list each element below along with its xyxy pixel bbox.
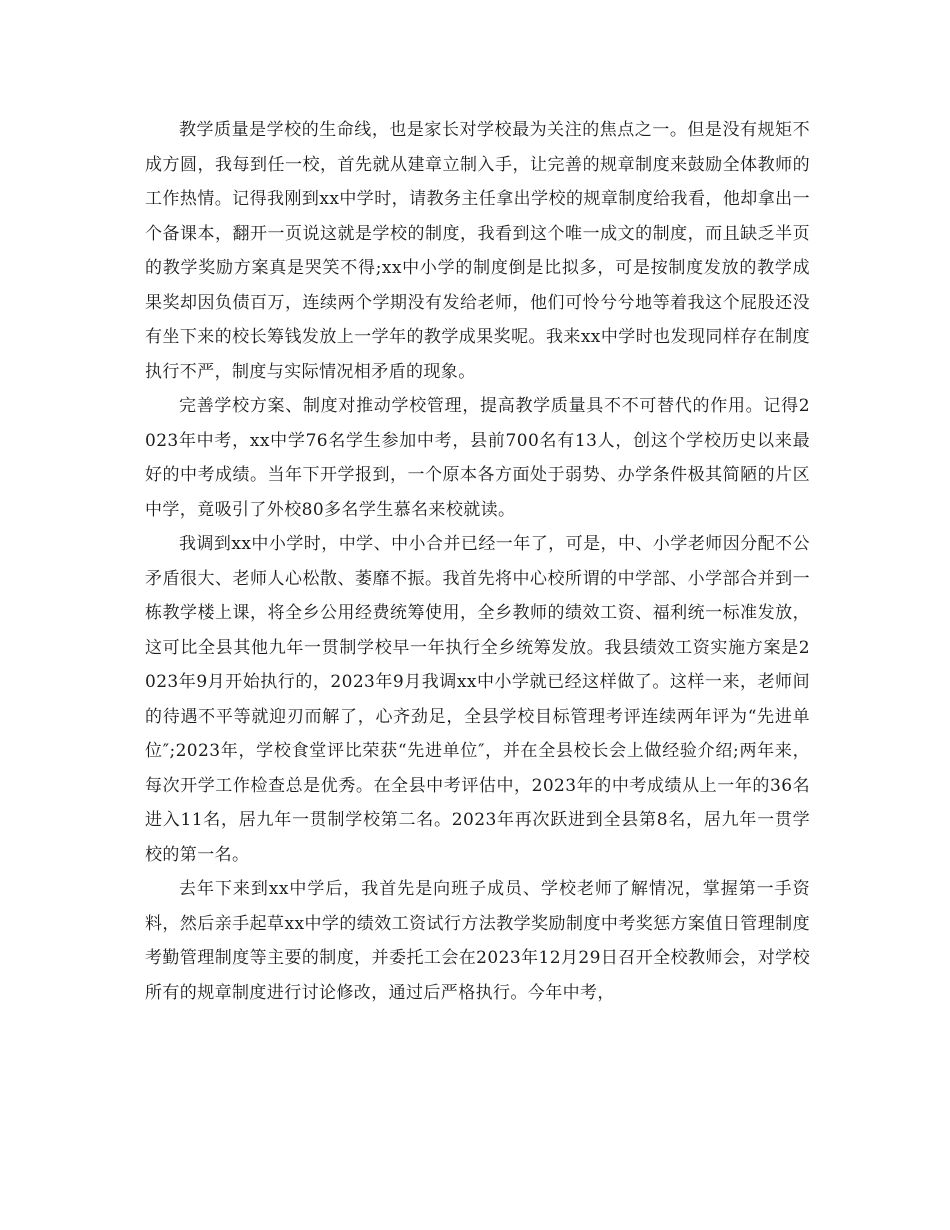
paragraph-3: 我调到xx中小学时，中学、中小合并已经一年了，可是，中、小学老师因分配不公矛盾很大、老师人心松散、萎靡不振。我首先将中心校所谓的中学部、小学部合并到一栋教学楼上课，将全乡公用经费统筹使用，全乡教师的绩效工资、福利统一标准发放，这可比全县其他九年一贯制学校早一年执行全乡统筹发放。我县绩效工资实施方案是2023年9月开始执行的，2023年9月我调xx中小学就已经这样做了。这样一来，老师间的待遇不平等就迎刃而解了，心齐劲足，全县学校目标管理考评连续两年评为“先进单位″;2023年，学校食堂评比荣获“先进单位″，并在全县校长会上做经验介绍;两年来，每次开学工作检查总是优秀。在全县中考评估中，2023年的中考成绩从上一年的36名进入11名，居九年一贯制学校第二名。2023年再次跃进到全县第8名，居九年一贯学校的第一名。: [145, 534, 810, 865]
paragraph-1: 教学质量是学校的生命线，也是家长对学校最为关注的焦点之一。但是没有规矩不成方圆，我每到任一校，首先就从建章立制入手，让完善的规章制度来鼓励全体教师的工作热情。记得我刚到xx中学时，请教务主任拿出学校的规章制度给我看，他却拿出一个备课本，翻开一页说这就是学校的制度，我看到这个唯一成文的制度，而且缺乏半页的教学奖励方案真是哭笑不得;xx中小学的制度倒是比拟多，可是按制度发放的教学成果奖却因负债百万，连续两个学期没有发给老师，他们可怜兮兮地等着我这个屁股还没有坐下来的校长筹钱发放上一学年的教学成果奖呢。我来xx中学时也发现同样存在制度执行不严，制度与实际情况相矛盾的现象。: [145, 120, 810, 382]
document-body: [145, 113, 810, 1010]
paragraph-4: 去年下来到xx中学后，我首先是向班子成员、学校老师了解情况，掌握第一手资料，然后亲手起草xx中学的绩效工资试行方法教学奖励制度中考奖惩方案值日管理制度考勤管理制度等主要的制度，并委托工会在2023年12月29日召开全校教师会，对学校所有的规章制度进行讨论修改，通过后严格执行。今年中考，: [145, 879, 810, 1003]
paragraph-2: 完善学校方案、制度对推动学校管理，提高教学质量具不不可替代的作用。记得2023年中考，xx中学76名学生参加中考，县前700名有13人，创这个学校历史以来最好的中考成绩。当年下开学报到，一个原本各方面处于弱势、办学条件极其简陋的片区中学，竟吸引了外校80多名学生慕名来校就读。: [145, 396, 810, 520]
